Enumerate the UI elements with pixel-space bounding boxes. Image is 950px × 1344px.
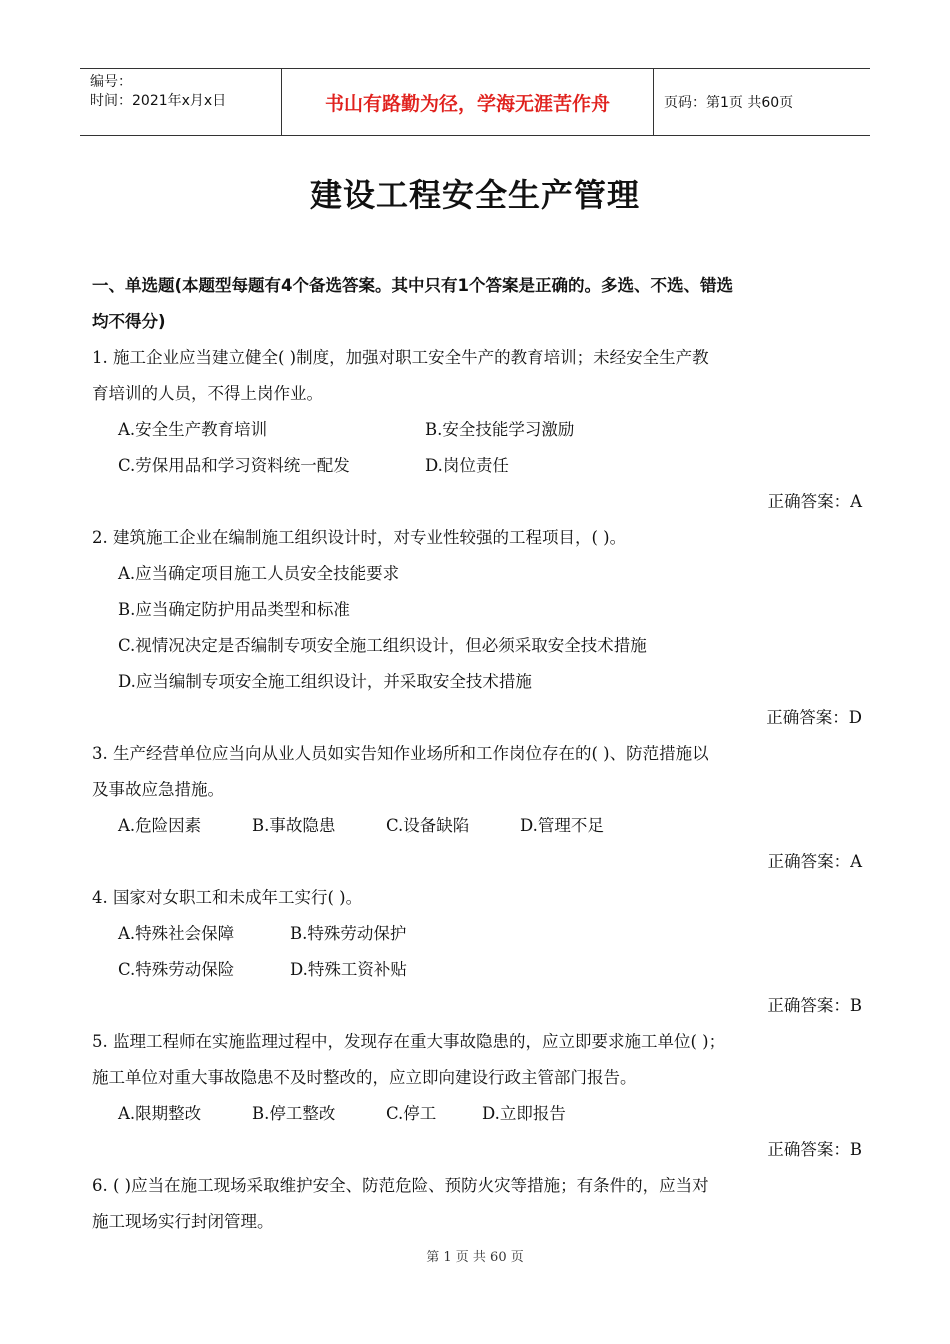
options-row [118,916,862,952]
question-3 [92,736,862,880]
options-row [118,952,862,988]
section-heading-line2: 均不得分) [92,312,166,331]
option-b: B.停工整改 [252,1104,336,1123]
motto: 书山有路勤为径，学海无涯苦作舟 [282,69,654,135]
option-c: C.视情况决定是否编制专项安全施工组织设计，但必须采取安全技术措施 [118,636,647,655]
option-c: C.劳保用品和学习资料统一配发 [118,456,350,475]
option-a: A.特殊社会保障 [118,924,235,943]
question-4 [92,880,862,1024]
section-heading-line1: 一、单选题(本题型每题有4个备选答案。其中只有1个答案是正确的。多选、不选、错选 [92,276,734,295]
option-d: D.立即报告 [482,1104,566,1123]
option-b: B.特殊劳动保护 [290,924,407,943]
document-body [92,268,862,1240]
option-c: C.停工 [386,1104,437,1123]
question-2 [92,520,862,736]
option-a: A.应当确定项目施工人员安全技能要求 [118,564,400,583]
question-6 [92,1168,862,1240]
option-d: D.管理不足 [520,816,604,835]
correct-answer: 正确答案：A [767,852,862,871]
question-text: 施工现场实行封闭管理。 [92,1212,274,1231]
date-label: 时间：2021年x月x日 [90,93,227,109]
option-b: B.安全技能学习激励 [425,420,575,439]
options-row [118,448,862,484]
question-text: 2. 建筑施工企业在编制施工组织设计时，对专业性较强的工程项目，( )。 [92,528,627,547]
option-b: B.应当确定防护用品类型和标准 [118,600,350,619]
option-b: B.事故隐患 [252,816,336,835]
question-text: 6. ( )应当在施工现场采取维护安全、防范危险、预防火灾等措施；有条件的，应当对 [92,1176,709,1195]
option-d: D.应当编制专项安全施工组织设计，并采取安全技术措施 [118,672,532,691]
question-1 [92,340,862,520]
correct-answer: 正确答案：A [767,492,862,511]
question-text: 施工单位对重大事故隐患不及时整改的，应立即向建设行政主管部门报告。 [92,1068,637,1087]
option-a: A.安全生产教育培训 [118,420,268,439]
question-text: 4. 国家对女职工和未成年工实行( )。 [92,888,363,907]
option-d: D.特殊工资补贴 [290,960,407,979]
option-a: A.限期整改 [118,1104,202,1123]
document-title: 建设工程安全生产管理 [309,176,640,214]
option-c: C.特殊劳动保险 [118,960,235,979]
correct-answer: 正确答案：B [767,996,862,1015]
option-a: A.危险因素 [118,816,202,835]
question-text: 3. 生产经营单位应当向从业人员如实告知作业场所和工作岗位存在的( )、防范措施以 [92,744,709,763]
question-5 [92,1024,862,1168]
option-c: C.设备缺陷 [386,816,470,835]
header-meta-cell [80,69,282,135]
correct-answer: 正确答案：D [766,708,862,727]
header-table [80,68,870,136]
page-info: 页码：第1页 共60页 [664,95,794,111]
question-text: 5. 监理工程师在实施监理过程中，发现存在重大事故隐患的，应立即要求施工单位( )； [92,1032,726,1051]
question-text: 1. 施工企业应当建立健全( )制度，加强对职工安全牛产的教育培训；未经安全生产教 [92,348,709,367]
options-row [118,808,862,844]
option-d: D.岗位责任 [425,456,509,475]
options-row [118,1096,862,1132]
question-text: 及事故应急措施。 [92,780,224,799]
correct-answer: 正确答案：B [767,1140,862,1159]
number-label: 编号： [90,74,132,90]
options-row [118,412,862,448]
page-footer: 第 1 页 共 60 页 [426,1250,524,1265]
question-text: 育培训的人员，不得上岗作业。 [92,384,323,403]
